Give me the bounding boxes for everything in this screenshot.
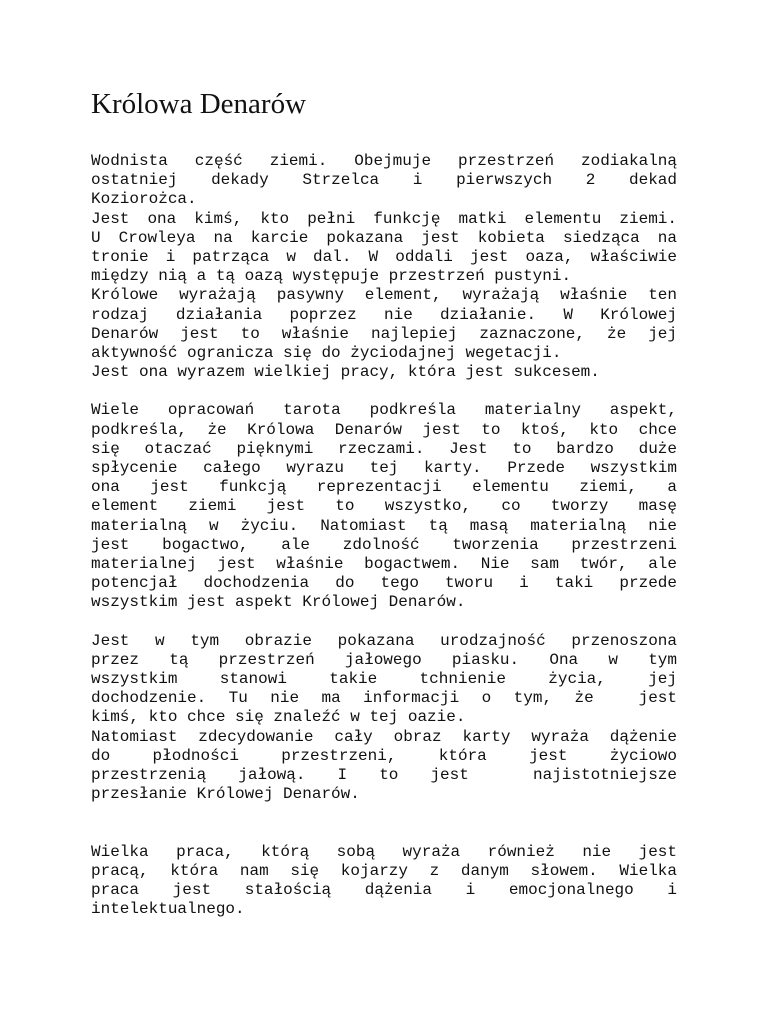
document-title: Królowa Denarów (91, 88, 307, 120)
text-line: aktywność ogranicza się do życiodajnej wegetacji. (91, 343, 562, 362)
text-line: Królowe wyrażają pasywny element, wyrażają właśnie ten (91, 286, 677, 305)
paragraph-spacer (91, 613, 677, 632)
text-line: potencjał dochodzenia do tego tworu i taki przede (91, 574, 677, 593)
paragraph-4 (91, 843, 677, 920)
document-body (91, 152, 677, 920)
text-line: materialną w życiu. Natomiast tą masą materialną nie (91, 516, 677, 535)
text-line: intelektualnego. (91, 900, 245, 919)
text-line: tronie i patrząca w dal. W oddali jest oaza, właściwie (91, 247, 677, 266)
text-line: element ziemi jest to wszystko, co tworzy masę (91, 497, 677, 516)
text-line: rodzaj działania poprzez nie działanie. W Królowej (91, 305, 677, 324)
text-line: wszystkim stanowi takie tchnienie życia, jej (91, 670, 677, 689)
paragraph-spacer (91, 804, 677, 842)
text-line: materialnej jest właśnie bogactwem. Nie sam twór, ale (91, 554, 677, 573)
text-line: dochodzenie. Tu nie ma informacji o tym, że jest (91, 689, 677, 708)
text-line: Natomiast zdecydowanie cały obraz karty wyraża dążenie (91, 727, 677, 746)
text-line: ostatniej dekady Strzelca i pierwszych 2 dekad (91, 171, 677, 190)
text-line: Jest ona kimś, kto pełni funkcję matki elementu ziemi. (91, 209, 677, 228)
text-line: podkreśla, że Królowa Denarów jest to ktoś, kto chce (91, 420, 677, 439)
text-line: się otaczać pięknymi rzeczami. Jest to bardzo duże (91, 439, 677, 458)
paragraph-2 (91, 401, 677, 612)
text-line: ona jest funkcją reprezentacji elementu ziemi, a (91, 478, 677, 497)
text-line: spłycenie całego wyrazu tej karty. Przede wszystkim (91, 459, 677, 477)
text-line: przestrzenią jałową. I to jest najistotniejsze (91, 766, 677, 784)
text-line: do płodności przestrzeni, która jest życiowo (91, 746, 677, 765)
text-line: Wiele opracowań tarota podkreśla materialny aspekt, (91, 401, 677, 420)
text-line: Wielka praca, którą sobą wyraża również nie jest (91, 842, 677, 861)
text-line: Wodnista część ziemi. Obejmuje przestrzeń zodiakalną (91, 152, 677, 170)
text-line: Jest ona wyrazem wielkiej pracy, która jest sukcesem. (91, 363, 600, 382)
text-line: jest bogactwo, ale zdolność tworzenia przestrzeni (91, 535, 677, 554)
text-line: między nią a tą oazą występuje przestrzeń pustyni. (91, 267, 572, 286)
text-line: przesłanie Królowej Denarów. (91, 785, 360, 804)
text-line: U Crowleya na karcie pokazana jest kobieta siedząca na (91, 228, 677, 247)
text-line: kimś, kto chce się znaleźć w tej oazie. (91, 708, 466, 727)
text-line: Jest w tym obrazie pokazana urodzajność przenoszona (91, 631, 677, 650)
text-line: Koziorożca. (91, 190, 197, 209)
text-line: wszystkim jest aspekt Królowej Denarów. (91, 593, 466, 612)
text-line: pracą, która nam się kojarzy z danym słowem. Wielka (91, 861, 677, 880)
paragraph-spacer (91, 382, 677, 401)
text-line: Denarów jest to właśnie najlepiej zaznaczone, że jej (91, 324, 677, 343)
paragraph-1 (91, 152, 677, 382)
paragraph-3 (91, 632, 677, 805)
text-line: przez tą przestrzeń jałowego piasku. Ona w tym (91, 650, 677, 669)
text-line: praca jest stałością dążenia i emocjonalnego i (91, 881, 677, 900)
